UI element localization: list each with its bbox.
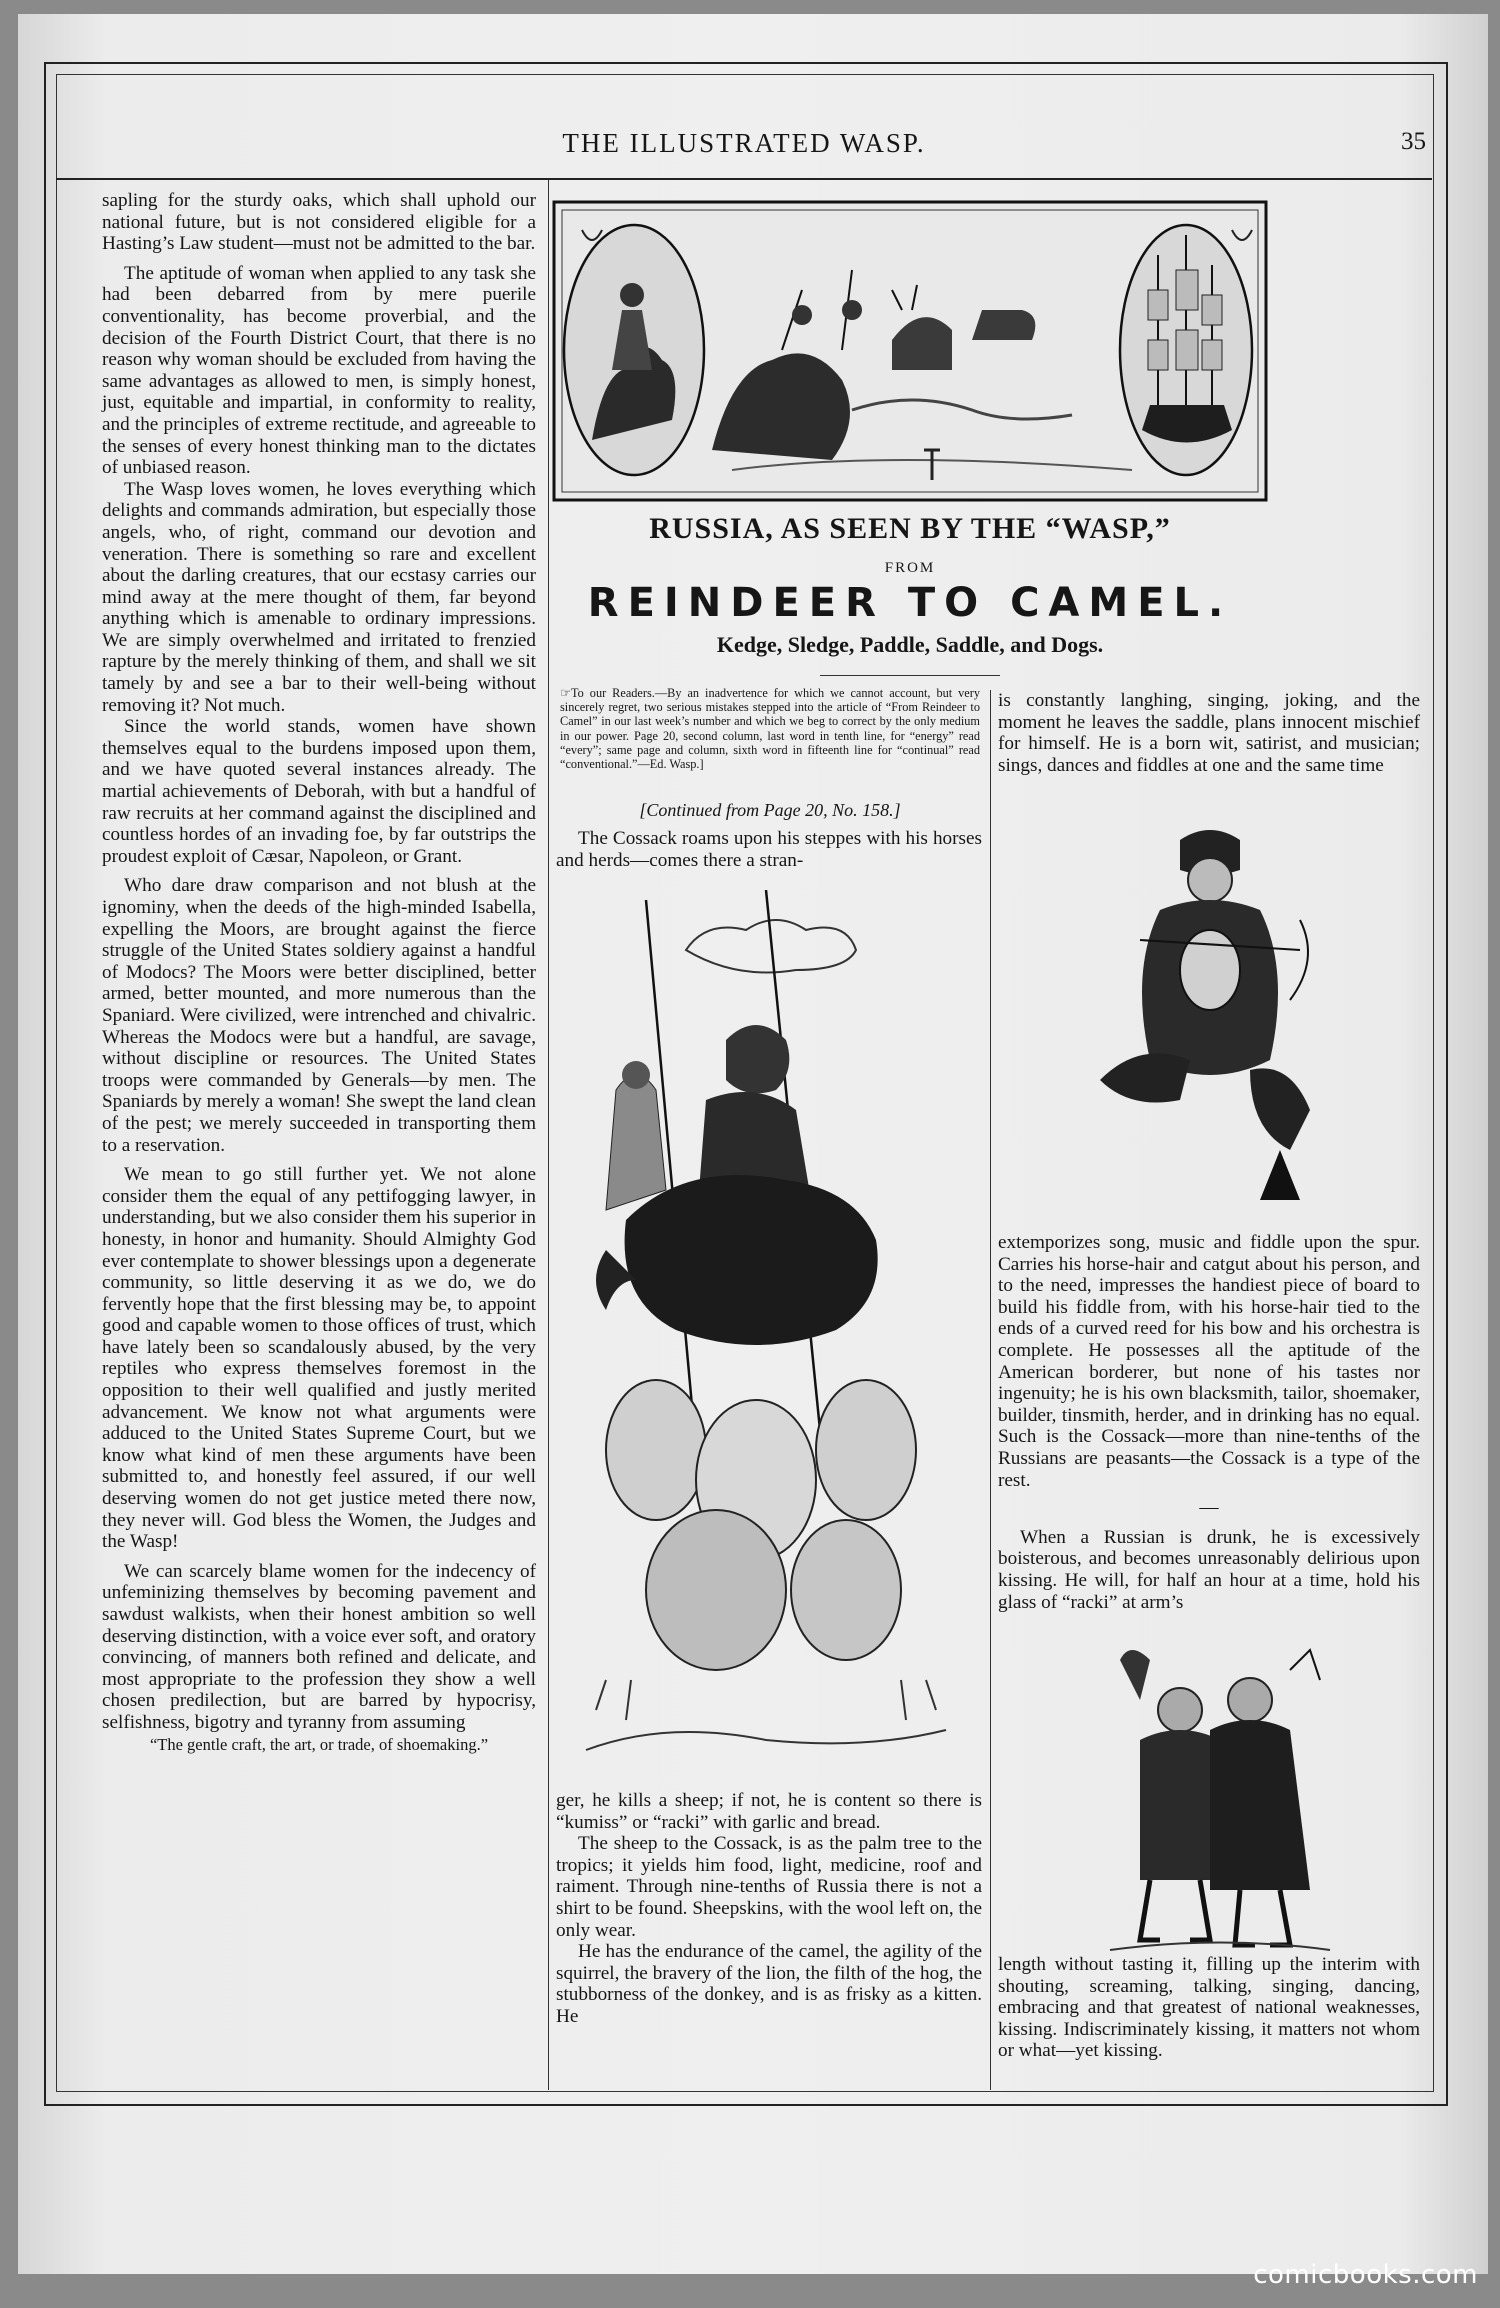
running-head (56, 74, 1432, 174)
paragraph: The Wasp loves women, he loves everything which delights and commands admiration, but especially those angels, who, of right, command our devotion and veneration. There is something so rare and excellent about the darling creatures, that our ecstasy carries our mind away at the mere thought of them, far beyond anything which is amenable to ordinary impressions. We are simply overwhelmed and irritated to frenzied rapture by the merely thinking of them, and shall we sit tamely by and see a bar to their well-being without removing it? Not much. (102, 478, 536, 716)
middle-column-bottom (556, 1790, 982, 2028)
article-from: FROM (884, 560, 936, 576)
paragraph: The sheep to the Cossack, is as the palm tree to the tropics; it yields him food, light, medicine, roof and raiment. Through nine-tenths of Russia there is not a shirt to be found. Sheepskins, with the wool left on, the only wear. (556, 1833, 982, 1941)
quotation: “The gentle craft, the art, or trade, of shoemaking.” (149, 1734, 489, 1754)
middle-column-top (556, 828, 982, 871)
title-rule (820, 675, 1000, 676)
kissing-russians-illustration (1100, 1640, 1340, 1960)
paragraph: Since the world stands, women have shown themselves equal to the burdens imposed upon them, and we have quoted several instances already. The martial achievements of Deborah, with but a handful of raw recruits at her command against the disciplined and countless hordes of an invading foe, by far outstrips the proudest exploit of Cæsar, Napoleon, or Grant. (102, 716, 536, 867)
paragraph: The Cossack roams upon his steppes with his horses and herds—comes there a stran- (556, 828, 982, 871)
page-number: 35 (1401, 128, 1426, 155)
watermark: comicbooks.com (1253, 2260, 1478, 2290)
sheep (606, 1380, 706, 1520)
paragraph: We can scarcely blame women for the indecency of unfeminizing themselves by becoming pavement and sawdust walkists, when their honest ambition so well deserving distinction, with a voice ever soft, and oratory convincing, of manners both refined and delicate, and most appropriate to the profession they show a well chosen predilection, but are barred by hypocrisy, selfishness, bigotry and tyranny from assuming (102, 1560, 536, 1733)
fiddle (1180, 930, 1240, 1010)
banner-engraving (552, 200, 1268, 502)
column-rule-right (990, 690, 991, 2090)
paragraph: extemporizes song, music and fiddle upon the spur. Carries his horse-hair and catgut about his person, and to the need, impresses the handiest piece of board to build his fiddle from, with his horse-hair tied to the ends of a curved reed for his bow and his orchestra is complete. He possesses all the aptitude of the American borderer, but none of his tastes nor ingenuity; he is his own blacksmith, tailor, shoemaker, builder, tinsmith, herder, and in drinking has no equal. Such is the Cossack—more than nine-tenths of the Russians are peasants—the Cossack is a type of the rest. (998, 1232, 1420, 1491)
fiddling-cossack-illustration (1080, 820, 1360, 1220)
paragraph: When a Russian is drunk, he is excessively boisterous, and becomes unreasonably delirious upon kissing. He will, for half an hour at a time, hold his glass of “racki” at arm’s (998, 1526, 1420, 1613)
horse (625, 1175, 878, 1345)
paragraph: The aptitude of woman when applied to any task she had been debarred from by mere puerile conventionality, has become proverbial, and the decision of the Fourth District Court, that there is no reason why woman should be excluded from having the same advantages as allowed to men, is simply honest, just, equitable and impartial, in conformity to reality, and the principles of extreme rectitude, and agreeable to the senses of every honest thinking man to the dictates of unbiased reason. (102, 262, 536, 479)
left-column (102, 190, 536, 1755)
paragraph: He has the endurance of the camel, the agility of the squirrel, the bravery of the lion, the filth of the hog, the stubborness of the donkey, and is as frisky as a kitten. He (556, 1941, 982, 2027)
paragraph: sapling for the sturdy oaks, which shall uphold our national future, but is not considered eligible for a Hasting’s Law student—must not be admitted to the bar. (102, 190, 536, 255)
right-column-bottom (998, 1954, 1420, 2062)
sheep (646, 1510, 786, 1670)
sheep (816, 1380, 916, 1520)
article-title: RUSSIA, AS SEEN BY THE “WASP,” (649, 512, 1171, 545)
editor-note: ☞To our Readers.—By an inadvertence for which we cannot account, but very sincerely regret, two serious mistakes stepped into the article of “From Reindeer to Camel” in our last week’s number and which we beg to correct by the only medium in our power. Page 20, second column, last word in tenth line, for “energy” read “every”; same page and column, sixth word in fifteenth line for “continual” read “conventional.”—Ed. Wasp.] (560, 686, 980, 772)
header-rule (56, 178, 1432, 180)
paragraph: length without tasting it, filling up the interim with shouting, screaming, talking, singing, dancing, embracing and that greatest of national weaknesses, kissing. Indiscriminately kissing, it matters not whom or what—yet kissing. (998, 1954, 1420, 2062)
paragraph: Who dare draw comparison and not blush at the ignominy, when the deeds of the high-minded Isabella, expelling the Moors, are brought against the fierce struggle of the United States soldiery against a handful of Modocs? The Moors were better disciplined, better armed, better mounted, and more numerous than the Spaniard. Were civilized, were intrenched and chivalric. Whereas the Modocs were but a handful, are savage, without discipline or resources. The United States troops were commanded by Generals—by men. The Spaniards by merely a woman! She swept the land clean of the pest; we merely succeeded in transporting them to a reservation. (102, 875, 536, 1156)
paragraph: ger, he kills a sheep; if not, he is content so there is “kumiss” or “racki” with garlic and bread. (556, 1790, 982, 1833)
paragraph: is constantly langhing, singing, joking, and the moment he leaves the saddle, plans innocent mischief for himself. He is a born wit, satirist, and musician; sings, dances and fiddles at one and the same time (998, 690, 1420, 776)
continued-line: [Continued from Page 20, No. 158.] (639, 800, 901, 820)
article-main-title: REINDEER TO CAMEL. (587, 580, 1233, 626)
paragraph: We mean to go still further yet. We not alone consider them the equal of any pettifogging lawyer, in understanding, but we also consider them his superior in honesty, in honor and humanity. Should Almighty God ever contemplate to shower blessings upon a degenerate community, so little deserving it as we do, we do fervently hope that the first blessing may be, to appoint good and capable women to those offices of trust, which have lately been so scandalously abused, by the very reptiles who express themselves foremost in the opposition to their well qualified and justly merited advancement. We know not what arguments were adduced to the United States Supreme Court, but we know what kind of men these arguments have been submitted to, and honestly feel assured, if our well deserving women do not get justice meted there now, they never will. God bless the Women, the Judges and the Wasp! (102, 1164, 536, 1553)
right-column-top (998, 690, 1420, 776)
article-subtitle: Kedge, Sledge, Paddle, Saddle, and Dogs. (716, 632, 1104, 657)
column-rule-left (548, 180, 549, 2090)
section-dash: — (1199, 1497, 1219, 1519)
figure-right (1210, 1720, 1310, 1890)
sheep (791, 1520, 901, 1660)
right-column-mid (998, 1232, 1420, 1613)
masthead: THE ILLUSTRATED WASP. (562, 128, 926, 158)
sledge (972, 310, 1035, 340)
cossack-on-horse-illustration (566, 890, 972, 1770)
